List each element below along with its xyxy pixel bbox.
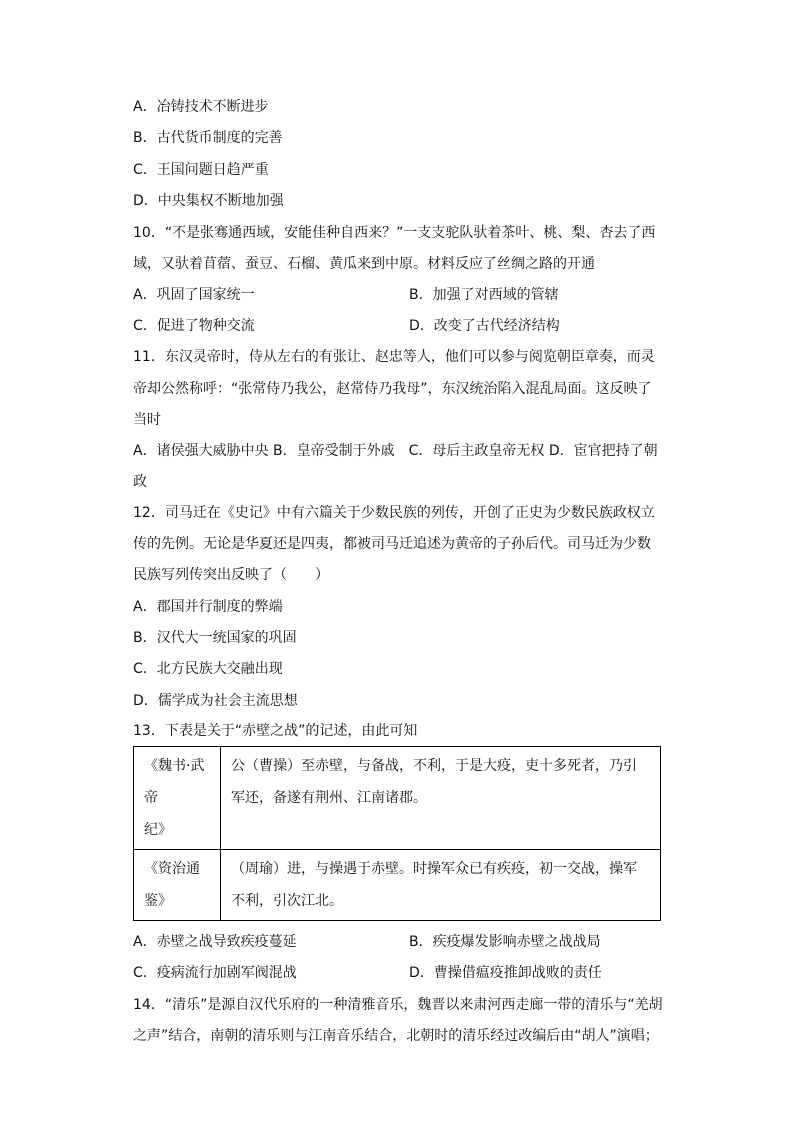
q13-option-c: C．疫病流行加剧军阀混战 <box>133 965 297 981</box>
q9-option-c: C．王国问题日趋严重 <box>133 162 269 178</box>
q13-option-b: B．疾疫爆发影响赤壁之战战局 <box>409 934 601 950</box>
q13-option-d: D．曹操借瘟疫推卸战败的责任 <box>409 965 602 981</box>
record-cell <box>221 747 661 850</box>
source-line: 鉴》 <box>144 893 172 909</box>
q10-options-row2 <box>133 317 560 335</box>
q9-option-b: B．古代货币制度的完善 <box>133 130 283 146</box>
q13-options-row2 <box>133 964 602 982</box>
source-cell <box>134 850 221 921</box>
record-line: 不利，引次江北。 <box>231 893 343 909</box>
q10-option-b: B．加强了对西域的管辖 <box>409 287 559 303</box>
record-line: 军还，备遂有荆州、江南诸郡。 <box>231 790 427 806</box>
q10-stem-line2: 域，又驮着苜蓿、蚕豆、石榴、黄瓜来到中原。材料反应了丝绸之路的开通 <box>133 256 595 272</box>
record-line: （周瑜）进，与操遇于赤壁。时操军众已有疾疫，初一交战，操军 <box>231 861 637 877</box>
source-line: 《魏书·武帝 <box>144 758 205 806</box>
table-row <box>134 850 661 921</box>
q9-option-d: D．中央集权不断地加强 <box>133 193 284 209</box>
q11-options-line2: 政 <box>133 474 147 490</box>
q13-option-a: A．赤壁之战导致疾疫蔓延 <box>133 934 297 950</box>
q12-stem-line2: 传的先例。无论是华夏还是四夷，都被司马迁追述为黄帝的子孙后代。司马迁为少数 <box>133 536 651 552</box>
q12-option-d: D．儒学成为社会主流思想 <box>133 693 298 709</box>
chibi-records-table <box>133 746 661 921</box>
record-cell <box>221 850 661 921</box>
q14-stem-line2: 之声”结合，南朝的清乐则与江南音乐结合，北朝时的清乐经过改编后由“胡人”演唱； <box>133 1028 659 1044</box>
q12-option-b: B．汉代大一统国家的巩固 <box>133 630 297 646</box>
record-line: 公（曹操）至赤壁，与备战，不利，于是大疫，吏十多死者，乃引 <box>231 758 637 774</box>
q11-stem-line2: 帝却公然称呼：“张常侍乃我公，赵常侍乃我母”，东汉统治陷入混乱局面。这反映了 <box>133 381 652 397</box>
q14-stem-line1: 14．“清乐”是源自汉代乐府的一种清雅音乐，魏晋以来肃河西走廊一带的清乐与“羌胡 <box>133 997 663 1013</box>
q12-option-c: C．北方民族大交融出现 <box>133 661 283 677</box>
table-row <box>134 747 661 850</box>
source-line: 《资治通 <box>144 861 200 877</box>
q12-option-a: A．郡国并行制度的弊端 <box>133 599 283 615</box>
q9-option-a: A．冶铸技术不断进步 <box>133 99 269 115</box>
q10-option-a: A．巩固了国家统一 <box>133 287 255 303</box>
q13-options-row1 <box>133 933 601 951</box>
q13-stem: 13．下表是关于“赤壁之战”的记述，由此可知 <box>133 723 418 739</box>
q12-stem-line1: 12．司马迁在《史记》中有六篇关于少数民族的列传，开创了正史为少数民族政权立 <box>133 505 655 521</box>
source-line: 纪》 <box>144 822 172 838</box>
q10-option-d: D．改变了古代经济结构 <box>409 318 560 334</box>
q10-stem-line1: 10．“不是张骞通西域，安能佳种自西来？”一支支驼队驮着茶叶、桃、梨、杏去了西 <box>133 225 656 241</box>
q12-stem-line3: 民族写列传突出反映了（ ） <box>133 567 329 583</box>
q11-options-line1: A．诸侯强大威胁中央 B．皇帝受制于外戚 C．母后主政皇帝无权 D．宦官把持了朝 <box>133 443 658 459</box>
q10-option-c: C．促进了物种交流 <box>133 318 255 334</box>
q11-stem-line1: 11．东汉灵帝时，侍从左右的有张让、赵忠等人，他们可以参与阅览朝臣章奏，而灵 <box>133 349 655 365</box>
q10-options-row1 <box>133 286 559 304</box>
source-cell <box>134 747 221 850</box>
q11-stem-line3: 当时 <box>133 412 161 428</box>
